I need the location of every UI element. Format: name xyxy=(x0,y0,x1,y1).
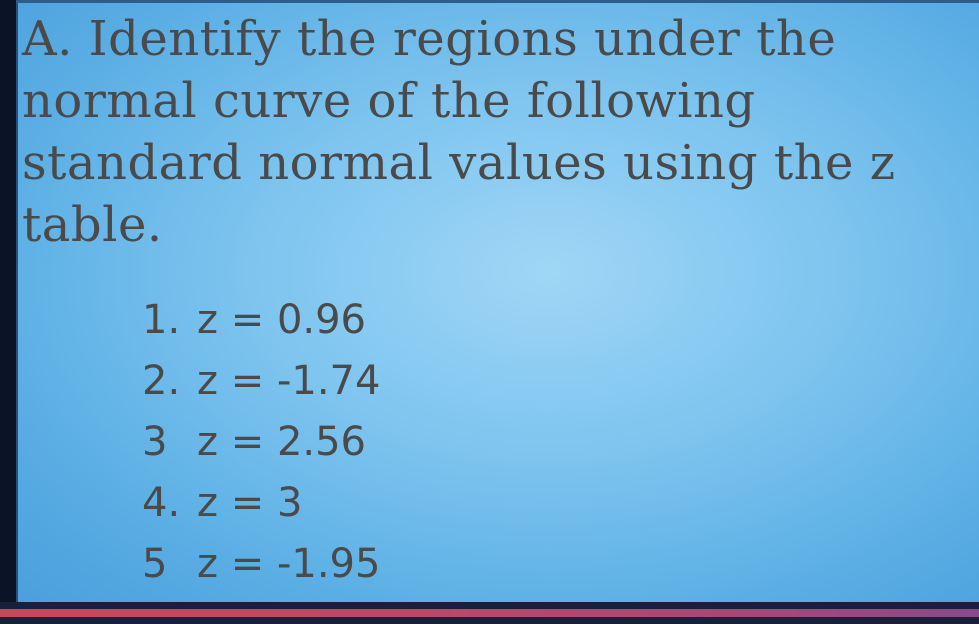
item-expression: z = 3 xyxy=(197,480,303,526)
problem-item-1 xyxy=(142,290,380,351)
item-expression: z = -1.74 xyxy=(197,358,381,404)
bottom-accent-stripe xyxy=(0,609,979,617)
item-number: 2. xyxy=(142,358,181,404)
item-expression: z = 2.56 xyxy=(197,419,367,465)
problem-item-2 xyxy=(142,351,380,412)
instruction-heading: A. Identify the regions under the normal curve of the following standard normal values using the z table. xyxy=(22,11,896,253)
item-expression: z = -1.95 xyxy=(197,541,381,587)
problem-item-3 xyxy=(142,412,380,473)
item-number: 3 xyxy=(142,419,168,465)
item-number: 5 xyxy=(142,541,168,587)
problem-item-4 xyxy=(142,473,380,534)
item-expression: z = 0.96 xyxy=(197,297,367,343)
problem-item-5 xyxy=(142,534,380,595)
problem-list xyxy=(142,290,380,595)
slide-top-edge xyxy=(16,0,979,3)
item-number: 4. xyxy=(142,480,181,526)
item-number: 1. xyxy=(142,297,181,343)
